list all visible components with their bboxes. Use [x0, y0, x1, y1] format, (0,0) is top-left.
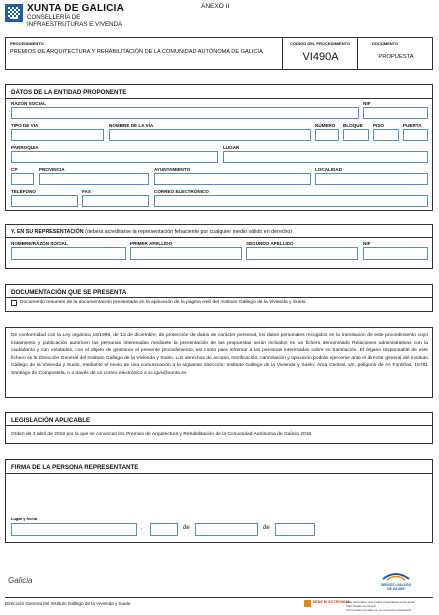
rep-nif-field[interactable] — [363, 247, 428, 260]
telefono-field[interactable] — [11, 195, 78, 207]
procedure-code: VI490A — [302, 51, 339, 63]
nif-field[interactable] — [363, 107, 428, 119]
page-header — [0, 0, 439, 36]
label-nombre-via: NOMBRE DE LA VÍA — [109, 123, 154, 128]
representative-section-title — [11, 229, 292, 235]
galicia-logo: Galicia — [8, 576, 33, 585]
seal-line-2: DE SAÚDE — [387, 587, 405, 591]
year-field[interactable] — [275, 523, 315, 536]
legislation-section — [5, 412, 433, 444]
legislation-section-title: LEGISLACIÓN APLICABLE — [11, 417, 91, 424]
proponent-section — [5, 84, 433, 211]
segundo-apellido-field[interactable] — [246, 247, 358, 260]
puerta-field[interactable] — [403, 129, 428, 141]
label-numero: NÚMERO — [315, 123, 336, 128]
month-field[interactable] — [195, 523, 258, 536]
label-nif: NIF — [363, 101, 371, 106]
sede-text-line-2: Sin formato primario en su conexión regulatoria — [346, 608, 412, 612]
bloque-field[interactable] — [343, 129, 369, 141]
proponent-section-title: DATOS DE LA ENTIDAD PROPONENTE — [11, 89, 127, 96]
primer-apellido-field[interactable] — [130, 247, 242, 260]
parroquia-field[interactable] — [11, 151, 218, 163]
privacy-section — [5, 327, 433, 398]
label-piso: PISO — [373, 123, 384, 128]
ayuntamiento-field[interactable] — [154, 173, 311, 185]
nombre-razon-field[interactable] — [11, 247, 126, 260]
sede-label: SEDE ELECTRÓNICA — [313, 600, 350, 604]
sede-text-line-1: Este formulario solo podrá presentarse en la sede https://sede.xunta.gal — [346, 600, 415, 608]
label-parroquia: PARROQUIA — [11, 145, 39, 150]
localidad-field[interactable] — [315, 173, 428, 185]
label-lugar: LUGAR — [223, 145, 240, 150]
date-de-2: de — [263, 525, 270, 531]
correo-field[interactable] — [154, 195, 428, 207]
documentation-section-title: DOCUMENTACIÓN QUE SE PRESENTA — [11, 289, 127, 296]
numero-field[interactable] — [315, 129, 339, 141]
label-razon-social: RAZÓN SOCIAL — [11, 101, 46, 106]
lugar-field[interactable] — [223, 151, 428, 163]
department-line-2: INFRAESTRUTURAS E VIVENDA — [27, 21, 123, 28]
piso-field[interactable] — [373, 129, 399, 141]
label-bloque: BLOQUE — [343, 123, 363, 128]
nombre-via-field[interactable] — [109, 129, 311, 141]
privacy-text: De conformidad con la Ley orgánica 15/1999, de 13 de diciembre, de protección de datos de carácter personal, los datos personales recogidos en la tramitación de este procedimiento cuyo tratamiento y publicación autoricen las personas interesadas mediante la presentación de las propuestas serán incluidos en un fichero denominado Relaciones administrativas con la ciudadanía y con entidades, con el objeto de gestionar el presente procedimiento, así como para informar a las personas interesadas sobre su tramitación. El órgano responsable de este fichero es la Dirección General del Instituto Gallego de la Vivienda y Suelo. Los derechos de acceso, rectificación, cancelación y oposición podrán ejercerse ante el director general del Instituto Gallego de la Vivienda y Suelo, mediante el envío de una comunicación a la siguiente dirección: Instituto Gallego de la Vivienda y Suelo, Área Central, s/n, polígono de As Fontiñas, 15781 Santiago de Compostela, o a través de un correo electrónico a sc.igvs@xunta.es — [11, 333, 428, 376]
label-rep-nif: NIF — [363, 241, 371, 246]
footer-rule — [5, 597, 433, 598]
sede-icon — [304, 600, 311, 607]
label-puerta: PUERTA — [403, 123, 422, 128]
documentation-section — [5, 284, 433, 312]
procedure-name: PREMIOS DE ARQUITECTURA Y REHABILITACIÓN DE LA COMUNIDAD AUTÓNOMA DE GALICIA — [10, 49, 263, 55]
representative-section — [5, 224, 433, 269]
quality-seal — [362, 571, 430, 593]
annex-label: ANEXO II — [201, 3, 230, 10]
provincia-field[interactable] — [39, 173, 149, 185]
representative-title-bold: Y, EN SU REPRESENTACIÓN — [11, 229, 84, 235]
document-label: DOCUMENTO — [372, 41, 399, 46]
seal-line-1: SERVIZO GALEGO — [380, 583, 412, 587]
place-field[interactable] — [11, 523, 137, 536]
procedure-label: PROCEDIMIENTO — [10, 41, 44, 46]
day-field[interactable] — [150, 523, 178, 536]
procedure-code-label: CÓDIGO DEL PROCEDIMIENTO — [290, 41, 351, 46]
department-line-1: CONSELLERÍA DE — [27, 14, 81, 21]
representative-title-note: (deberá acreditarse la representación fehaciente por cualquier medio válido en derecho) — [83, 229, 293, 235]
documentation-checkbox[interactable] — [11, 300, 17, 306]
sede-text — [346, 600, 435, 612]
documentation-item: Documento resumen de la documentación presentada en la aplicación de la página web del Instituto Gallego de la Vivienda y Suelo. — [20, 300, 307, 305]
date-de-1: de — [183, 525, 190, 531]
label-provincia: PROVINCIA — [39, 167, 65, 172]
procedure-box — [5, 37, 433, 70]
legislation-text: Orden de 3 abril de 2018 por la que se convocan los Premios de Arquitectura y Rehabilitación de la Comunidad Autónoma de Galicia 2018. — [11, 432, 313, 437]
label-primer-apellido: PRIMER APELLIDO — [130, 241, 173, 246]
label-telefono: TELÉFONO — [11, 189, 37, 194]
razon-social-field[interactable] — [11, 107, 359, 119]
tipo-via-field[interactable] — [11, 129, 104, 141]
date-comma: , — [141, 525, 143, 531]
label-cp: CP — [11, 167, 18, 172]
signature-section-title: FIRMA DE LA PERSONA REPRESENTANTE — [11, 464, 139, 471]
fax-field[interactable] — [82, 195, 149, 207]
label-localidad: LOCALIDAD — [315, 167, 343, 172]
label-tipo-via: TIPO DE VÍA — [11, 123, 39, 128]
label-fax: FAX — [82, 189, 91, 194]
quality-seal-icon — [381, 571, 411, 581]
label-ayuntamiento: AYUNTAMIENTO — [154, 167, 191, 172]
footer-body: Dirección General del Instituto Gallego de la Vivienda y Suelo — [5, 601, 131, 606]
label-correo: CORREO ELECTRÓNICO — [154, 189, 209, 194]
document-type: PROPUESTA — [378, 54, 414, 60]
signature-section — [5, 459, 433, 543]
org-name: XUNTA DE GALICIA — [27, 3, 125, 14]
label-place-date: Lugar y fecha — [11, 516, 38, 521]
xunta-logo-icon — [5, 4, 23, 22]
cp-field[interactable] — [11, 173, 34, 185]
label-segundo-apellido: SEGUNDO APELLIDO — [246, 241, 294, 246]
label-nombre-razon: NOMBRE/RAZÓN SOCIAL — [11, 241, 68, 246]
